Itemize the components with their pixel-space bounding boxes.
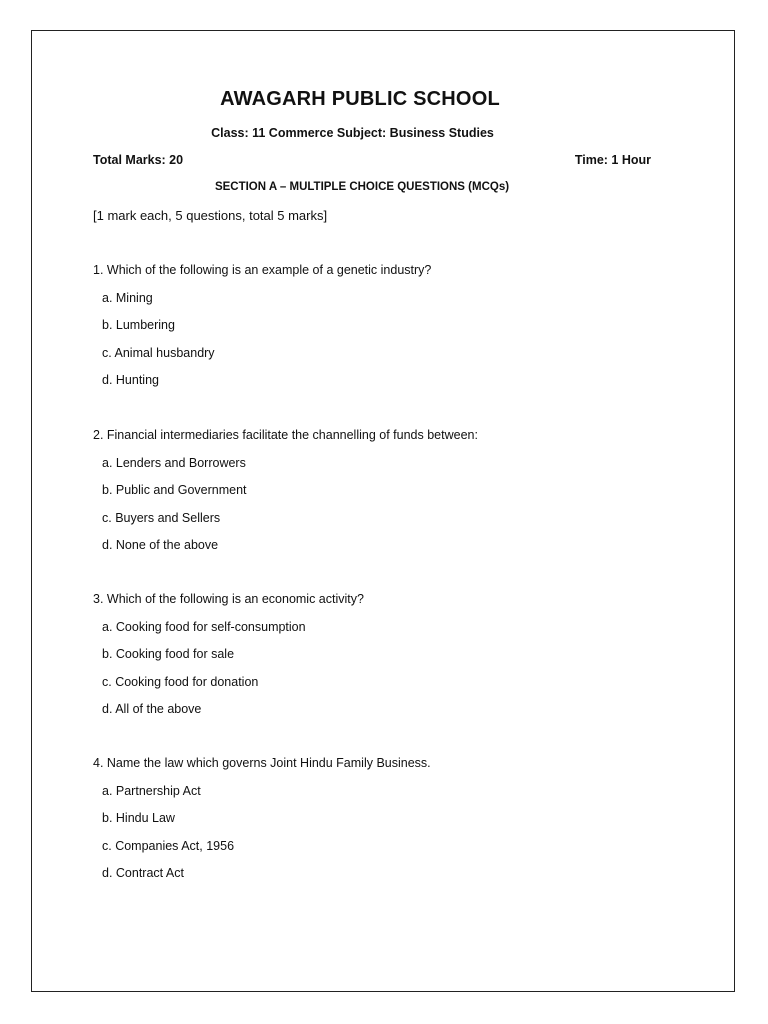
option-d: d. All of the above — [102, 702, 202, 716]
option-a: a. Partnership Act — [102, 783, 201, 798]
option-a: a. Cooking food for self-consumption — [102, 619, 306, 634]
option-d: d. Hunting — [102, 373, 159, 387]
question-text: 3. Which of the following is an economic activity? — [93, 592, 364, 606]
option-d: d. Contract Act — [102, 866, 184, 880]
option-b: b. Lumbering — [102, 318, 175, 332]
question-1 — [93, 262, 693, 400]
question-text: 1. Which of the following is an example of a genetic industry? — [93, 263, 432, 277]
section-instruction: [1 mark each, 5 questions, total 5 marks] — [93, 208, 328, 223]
school-title: AWAGARH PUBLIC SCHOOL — [220, 88, 500, 110]
option-c: c. Animal husbandry — [102, 345, 215, 360]
option-b: b. Hindu Law — [102, 811, 175, 825]
total-marks: Total Marks: 20 — [93, 153, 184, 167]
option-b: b. Cooking food for sale — [102, 647, 235, 661]
question-3 — [93, 591, 693, 729]
option-c: c. Buyers and Sellers — [102, 510, 221, 525]
class-subject-line: Class: 11 Commerce Subject: Business Studies — [211, 126, 494, 140]
option-b: b. Public and Government — [102, 483, 247, 497]
section-heading: SECTION A – MULTIPLE CHOICE QUESTIONS (MCQs) — [214, 181, 510, 193]
question-4 — [93, 755, 693, 893]
question-text: 4. Name the law which governs Joint Hindu Family Business. — [93, 756, 431, 770]
option-c: c. Companies Act, 1956 — [102, 838, 235, 853]
option-a: a. Lenders and Borrowers — [102, 455, 246, 470]
question-2 — [93, 427, 693, 565]
option-c: c. Cooking food for donation — [102, 674, 259, 689]
question-text: 2. Financial intermediaries facilitate the channelling of funds between: — [93, 428, 478, 442]
option-d: d. None of the above — [102, 538, 219, 552]
option-a: a. Mining — [102, 290, 153, 305]
exam-time: Time: 1 Hour — [574, 153, 651, 167]
